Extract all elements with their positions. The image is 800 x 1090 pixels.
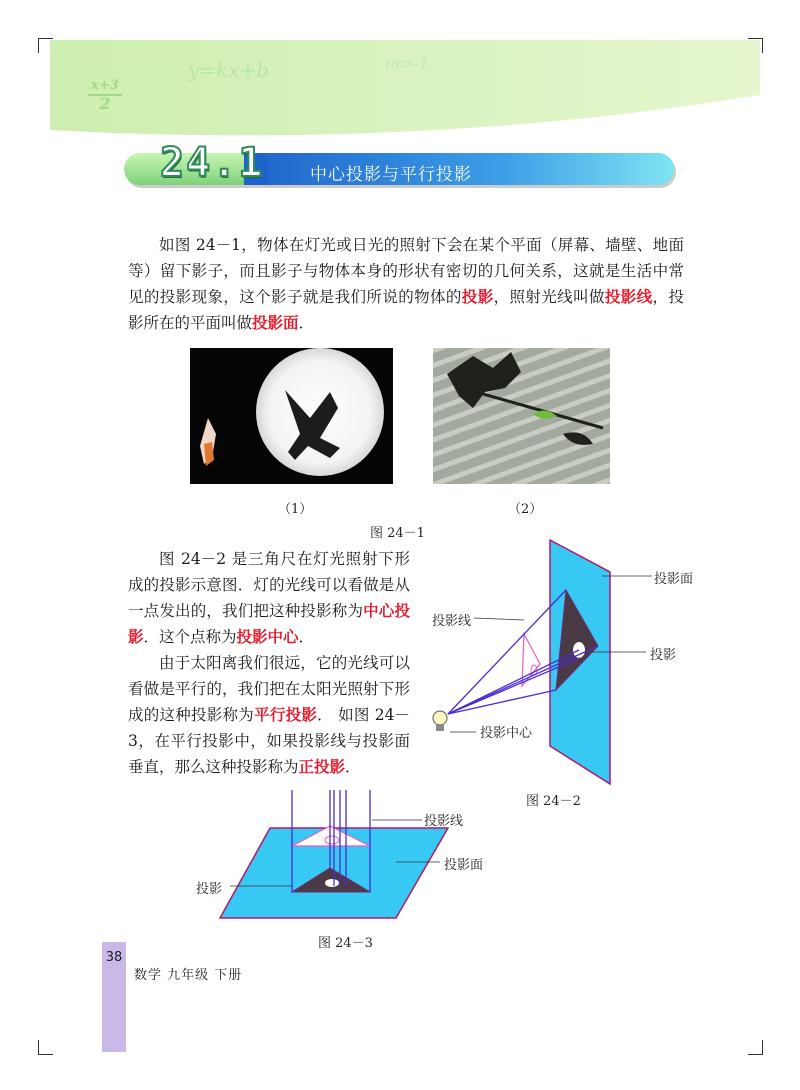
formula-fraction [88,78,122,112]
lightbulb-icon [433,711,447,731]
term-highlight: 正投影 [298,757,346,776]
book-title: 数学 九年级 下册 [134,968,243,983]
term-highlight: 中心投影 [128,601,410,646]
term-highlight: 投影面 [252,313,299,332]
figure-24-2-label-center: 投影中心 [480,726,533,741]
text-segment: ． [298,628,315,646]
term-highlight: 投影中心 [236,627,299,646]
figure-24-2-label-shadow: 投影 [650,648,677,663]
text-segment: ，照射光线叫做 [493,288,605,306]
text-segment: 由于太阳离我们很远，它的光线可以看做是平行的，我们把在太阳光照射下形成的这种投影称为 [128,654,410,724]
term-highlight: 投影线 [604,287,653,306]
crop-mark-bottom-left [38,1040,53,1055]
formula-fraction-denominator: 2 [99,94,111,113]
page-number: 38 [105,950,123,965]
text-segment: ，投影所在的平面叫做 [128,288,684,332]
crop-mark-bottom-right [748,1040,763,1055]
text-segment: ．这个点称为 [143,628,237,646]
text-segment: 图 24－2 是三角尺在灯光照射下形成的投影示意图．灯的光线可以看做是从一点发出的，我们把这种投影称为 [128,550,410,620]
figure-24-3-label-plane: 投影面 [444,858,484,873]
text-segment: ． [298,314,315,332]
paragraph-2 [128,546,410,650]
figure-24-2-label-plane: 投影面 [654,572,694,587]
paragraph-1 [128,232,684,336]
text-segment: ． [345,758,361,776]
figure-24-3-label-shadow: 投影 [196,882,223,897]
figure-24-3-diagram [200,790,460,930]
formula-fraction-numerator: x+3 [88,78,122,96]
formula-inequality: m>-1 [385,54,430,73]
figure-24-2-caption: 图 24－2 [526,794,581,809]
photo-shadow-puppet [190,348,393,484]
figure-24-3-caption: 图 24－3 [318,936,373,951]
text-segment: 如图 24－1，物体在灯光或日光的照射下会在某个平面（屏幕、墙壁、地面等）留下影子，而且影子与物体本身的形状有密切的几何关系，这就是生活中常见的投影现象，这个影子就是我们所说的物体的 [128,236,684,306]
section-title: 中心投影与平行投影 [310,165,472,185]
paragraph-3 [128,650,410,780]
term-highlight: 平行投影 [254,705,318,724]
text-segment: ． 如图 24－3，在平行投影中，如果投影线与投影面垂直，那么这种投影称为 [128,706,410,776]
figure-24-2-label-line: 投影线 [432,614,472,629]
term-highlight: 投影 [461,287,494,306]
figure-24-1-caption: 图 24－1 [370,526,425,541]
figure-24-1-sub-caption-1: （1） [278,502,313,517]
header-banner [0,0,800,140]
figure-24-1-sub-caption-2: （2） [508,502,543,517]
section-number: 24.1 [160,140,265,186]
photo-leaf-shadow [433,348,610,484]
figure-24-3-label-line: 投影线 [424,814,464,829]
formula-linear: y=kx+b [188,58,270,82]
